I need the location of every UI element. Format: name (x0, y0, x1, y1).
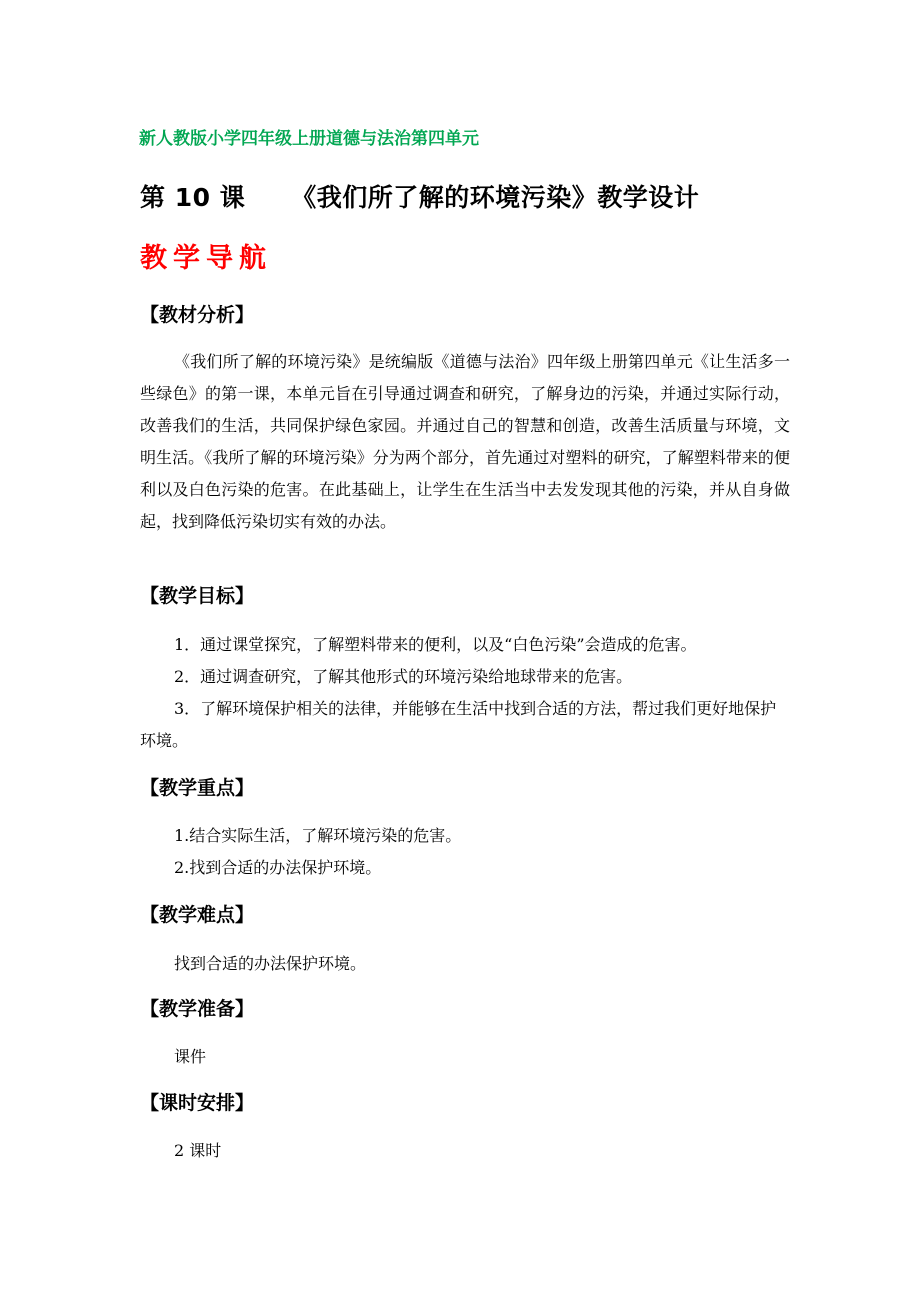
document-subtitle: 新人教版小学四年级上册道德与法治第四单元 (139, 129, 479, 149)
goal-item: 3．了解环境保护相关的法律，并能够在生活中找到合适的方法，帮过我们更好地保护环境。 (140, 699, 777, 750)
preparation-text: 课件 (174, 1047, 207, 1066)
title-lesson-number: 第 10 课 (140, 183, 246, 212)
section-key-points-body (140, 820, 790, 884)
section-goals-body (140, 629, 790, 757)
schedule-text: 2 课时 (174, 1141, 222, 1160)
section-key-points (140, 773, 790, 800)
goal-item: 1．通过课堂探究，了解塑料带来的便利，以及“白色污染”会造成的危害。 (174, 635, 697, 654)
difficulty-text: 找到合适的办法保护环境。 (174, 954, 367, 973)
goal-item: 2．通过调查研究，了解其他形式的环境污染给地球带来的危害。 (174, 667, 633, 686)
key-point-item: 1.结合实际生活，了解环境污染的危害。 (174, 826, 462, 845)
section-preparation-body (140, 1041, 790, 1073)
section-schedule-body (140, 1135, 790, 1167)
document-title (140, 178, 699, 214)
analysis-paragraph: 《我们所了解的环境污染》是统编版《道德与法治》四年级上册第四单元《让生活多一些绿色》的第一课，本单元旨在引导通过调查和研究，了解身边的污染，并通过实际行动，改善我们的生活，共同保护绿色家园。并通过自己的智慧和创造，改善生活质量与环境，文明生活。《我所了解的环境污染》分为两个部分，首先通过对塑料的研究，了解塑料带来的便利以及白色污染的危害。在此基础上，让学生在生活当中去发发现其他的污染，并从自身做起，找到降低污染切实有效的办法。 (140, 352, 790, 531)
teaching-navigation-heading: 教学导航 (140, 243, 272, 274)
section-heading: 【教学重点】 (140, 777, 255, 799)
section-heading: 【教学难点】 (140, 904, 255, 926)
section-analysis (140, 300, 790, 327)
section-heading: 【教材分析】 (140, 304, 255, 326)
section-heading: 【教学目标】 (140, 585, 255, 607)
section-heading: 【课时安排】 (140, 1092, 255, 1114)
key-point-item: 2.找到合适的办法保护环境。 (174, 858, 382, 877)
title-lesson-name: 《我们所了解的环境污染》教学设计 (291, 183, 700, 212)
section-difficulties-body (140, 948, 790, 980)
section-difficulties (140, 900, 790, 927)
section-preparation (140, 994, 790, 1021)
section-goals (140, 581, 790, 608)
section-heading: 【教学准备】 (140, 998, 255, 1020)
section-analysis-body (140, 346, 790, 538)
section-schedule (140, 1088, 790, 1115)
